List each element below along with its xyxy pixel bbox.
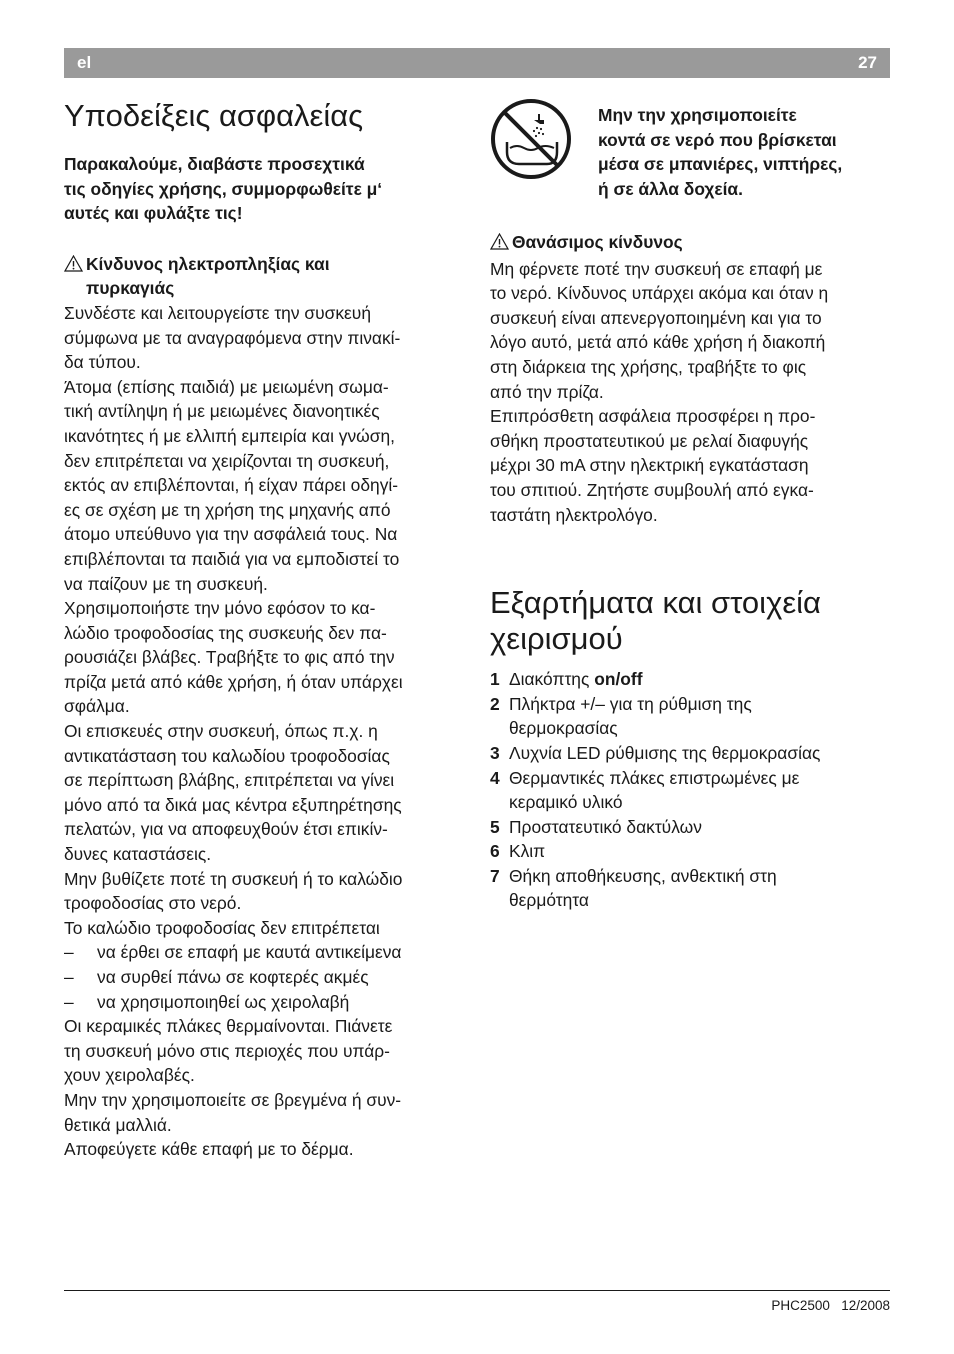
print-date: 12/2008: [841, 1298, 890, 1313]
body-line: σε περίπτωση βλάβης, επιτρέπεται να γίνει: [64, 770, 395, 791]
body-line: Μην βυθίζετε ποτέ τη συσκευή ή το καλώδιο: [64, 868, 403, 889]
warning-line: κοντά σε νερό που βρίσκεται: [598, 129, 837, 150]
warning-triangle-icon: [490, 230, 512, 257]
body-line: Αποφεύγετε κάθε επαφή με το δέρμα.: [64, 1139, 354, 1160]
page-number: 27: [858, 53, 877, 72]
part-item: [490, 766, 892, 815]
body-line: λόγο αυτό, μετά από κάθε χρήση ή διακοπή: [490, 332, 826, 353]
part-description: [509, 839, 545, 864]
parts-title-line: χειρισμού: [490, 621, 623, 657]
body-line: του σπιτιού. Ζητήστε συμβουλή από εγκα-: [490, 479, 814, 500]
header-bar: [64, 48, 890, 78]
safety-body: [64, 301, 468, 940]
part-description: [509, 864, 777, 913]
list-item-text: να έρθει σε επαφή με καυτά αντικείμενα: [97, 942, 402, 963]
intro-line: τις οδηγίες χρήσης, συμμορφωθείτε μ‘: [64, 178, 383, 199]
warning-title-line: Κίνδυνος ηλεκτροπληξίας και: [86, 253, 330, 274]
safety-intro: [64, 152, 468, 226]
body-line: Οι επισκευές στην συσκευή, όπως π.χ. η: [64, 721, 378, 742]
body-line: αντικατάσταση του καλωδίου τροφοδοσίας: [64, 745, 390, 766]
part-number: 6: [490, 841, 500, 862]
body-line: λώδιο τροφοδοσίας της συσκευής δεν πα-: [64, 622, 387, 643]
model-number: PHC2500: [771, 1298, 830, 1313]
body-line: επιβλέπονται τα παιδιά για να εμποδιστεί το: [64, 548, 400, 569]
part-item: [490, 815, 892, 840]
body-line: πρίζα μετά από κάθε χρήση, ή όταν υπάρχει: [64, 671, 403, 692]
part-description: [509, 667, 643, 692]
part-text: Διακόπτης: [509, 669, 595, 690]
footer-rule: [64, 1290, 890, 1291]
intro-line: αυτές και φυλάξτε τις!: [64, 203, 243, 224]
body-line: σύμφωνα με τα αναγραφόμενα στην πινακί-: [64, 327, 401, 348]
water-warning-block: [490, 98, 892, 201]
warning-line: Μην την χρησιμοποιείτε: [598, 105, 797, 125]
intro-line: Παρακαλούμε, διαβάστε προσεχτικά: [64, 154, 365, 174]
language-code: el: [77, 53, 92, 72]
body-line: ρουσιάζει βλάβες. Τραβήξτε το φις από την: [64, 647, 395, 668]
body-line: μόνο από τα δικά μας κέντρα εξυπηρέτησης: [64, 794, 402, 815]
part-number: 4: [490, 767, 500, 788]
part-text: Θήκη αποθήκευσης, ανθεκτική στη: [509, 865, 777, 886]
cable-restrictions-list: [64, 940, 468, 1014]
body-line: άτομο υπεύθυνο για την ασφάλειά τους. Να: [64, 524, 398, 545]
list-item: [64, 990, 468, 1015]
warning-title-line: πυρκαγιάς: [86, 278, 175, 299]
part-item: [490, 741, 892, 766]
part-text: θερμότητα: [509, 890, 589, 911]
body-line: σθήκη προστατευτικού με ρελαί διαφυγής: [490, 430, 809, 451]
body-line: Επιπρόσθετη ασφάλεια προσφέρει η προ-: [490, 406, 816, 427]
part-item: [490, 692, 892, 741]
body-line: τροφοδοσίας στο νερό.: [64, 893, 242, 914]
part-description: [509, 741, 820, 766]
parts-title-line: Εξαρτήματα και στοιχεία: [490, 585, 821, 621]
body-line: ες σε σχέση με τη χρήση της μηχανής από: [64, 499, 391, 520]
body-line: Οι κεραμικές πλάκες θερμαίνονται. Πιάνετε: [64, 1016, 393, 1037]
part-number: 7: [490, 865, 500, 886]
part-text-bold: on/off: [594, 669, 643, 690]
dash-bullet: –: [64, 967, 74, 987]
body-line: Μη φέρνετε ποτέ την συσκευή σε επαφή με: [490, 258, 823, 279]
part-item: [490, 864, 892, 913]
body-line: Συνδέστε και λειτουργείστε την συσκευή: [64, 302, 371, 323]
dash-bullet: –: [64, 942, 74, 963]
water-warning-text: [598, 103, 842, 201]
part-number: 5: [490, 816, 500, 837]
part-description: [509, 815, 702, 840]
warning-title: Θανάσιμος κίνδυνος: [512, 232, 683, 252]
body-line: θετικά μαλλιά.: [64, 1114, 172, 1135]
list-item-text: να συρθεί πάνω σε κοφτερές ακμές: [97, 967, 369, 987]
body-line: δα τύπου.: [64, 352, 141, 373]
left-column: [64, 98, 468, 1162]
part-description: [509, 692, 752, 741]
list-item: [64, 965, 468, 990]
body-line: πελατών, για να αποφευχθούν έτσι επικίν-: [64, 819, 388, 840]
body-line: δεν επιτρέπεται να χειρίζονται τη συσκευή,: [64, 450, 390, 471]
parts-list: [490, 667, 892, 913]
warning-triangle-icon: [64, 252, 86, 301]
body-line: από την πρίζα.: [490, 381, 604, 402]
part-number: 3: [490, 742, 500, 763]
parts-title: [490, 585, 892, 657]
safety-tail: [64, 1014, 468, 1162]
part-text: Κλιπ: [509, 841, 546, 862]
body-line: δυνες καταστάσεις.: [64, 844, 212, 865]
part-item: [490, 839, 892, 864]
safety-title: Υποδείξεις ασφαλείας: [64, 98, 364, 133]
warning-line: μέσα σε μπανιέρες, νιπτήρες,: [598, 154, 843, 174]
part-text: Πλήκτρα +/– για τη ρύθμιση της: [509, 693, 752, 714]
part-item: [490, 667, 892, 692]
body-line: χουν χειρολαβές.: [64, 1065, 195, 1086]
list-item-text: να χρησιμοποιηθεί ως χειρολαβή: [97, 991, 350, 1012]
list-item: [64, 940, 468, 965]
part-text: θερμοκρασίας: [509, 718, 618, 739]
body-line: τη συσκευή μόνο στις περιοχές που υπάρ-: [64, 1040, 390, 1061]
body-line: σφάλμα.: [64, 696, 130, 717]
part-number: 1: [490, 669, 500, 690]
body-line: συσκευή είναι απενεργοποιημένη και για το: [490, 307, 822, 328]
body-line: τική αντίληψη ή με μειωμένες διανοητικές: [64, 401, 380, 422]
part-text: κεραμικό υλικό: [509, 792, 623, 813]
no-water-bath-icon: [490, 98, 598, 194]
footer-info: [771, 1298, 890, 1313]
body-line: Μην την χρησιμοποιείτε σε βρεγμένα ή συν-: [64, 1089, 402, 1110]
body-line: το νερό. Κίνδυνος υπάρχει ακόμα και όταν η: [490, 283, 829, 304]
warning-line: ή σε άλλα δοχεία.: [598, 178, 743, 199]
body-line: Το καλώδιο τροφοδοσίας δεν επιτρέπεται: [64, 917, 380, 938]
body-line: ταστάτη ηλεκτρολόγο.: [490, 504, 658, 525]
part-text: Προστατευτικό δακτύλων: [509, 816, 702, 837]
dash-bullet: –: [64, 991, 74, 1012]
part-description: [509, 766, 799, 815]
electric-shock-warning-heading: [64, 252, 468, 301]
fatal-danger-heading: [490, 230, 892, 257]
body-line: να παίζουν με τη συσκευή.: [64, 573, 268, 594]
right-column: [490, 98, 892, 913]
body-line: μέχρι 30 mA στην ηλεκτρική εγκατάσταση: [490, 455, 809, 476]
body-line: στη διάρκεια της χρήσης, τραβήξτε το φις: [490, 356, 807, 377]
part-number: 2: [490, 693, 500, 714]
fatal-danger-body: [490, 257, 892, 528]
body-line: ικανότητες ή με ελλιπή εμπειρία και γνώση,: [64, 425, 395, 446]
part-text: Θερμαντικές πλάκες επιστρωμένες με: [509, 767, 800, 788]
body-line: εκτός αν επιβλέπονται, ή είχαν πάρει οδηγί-: [64, 475, 399, 496]
part-text: Λυχνία LED ρύθμισης της θερμοκρασίας: [509, 742, 821, 763]
body-line: Άτομα (επίσης παιδιά) με μειωμένη σωμα-: [64, 376, 389, 397]
body-line: Χρησιμοποιήστε την μόνο εφόσον το κα-: [64, 598, 376, 619]
